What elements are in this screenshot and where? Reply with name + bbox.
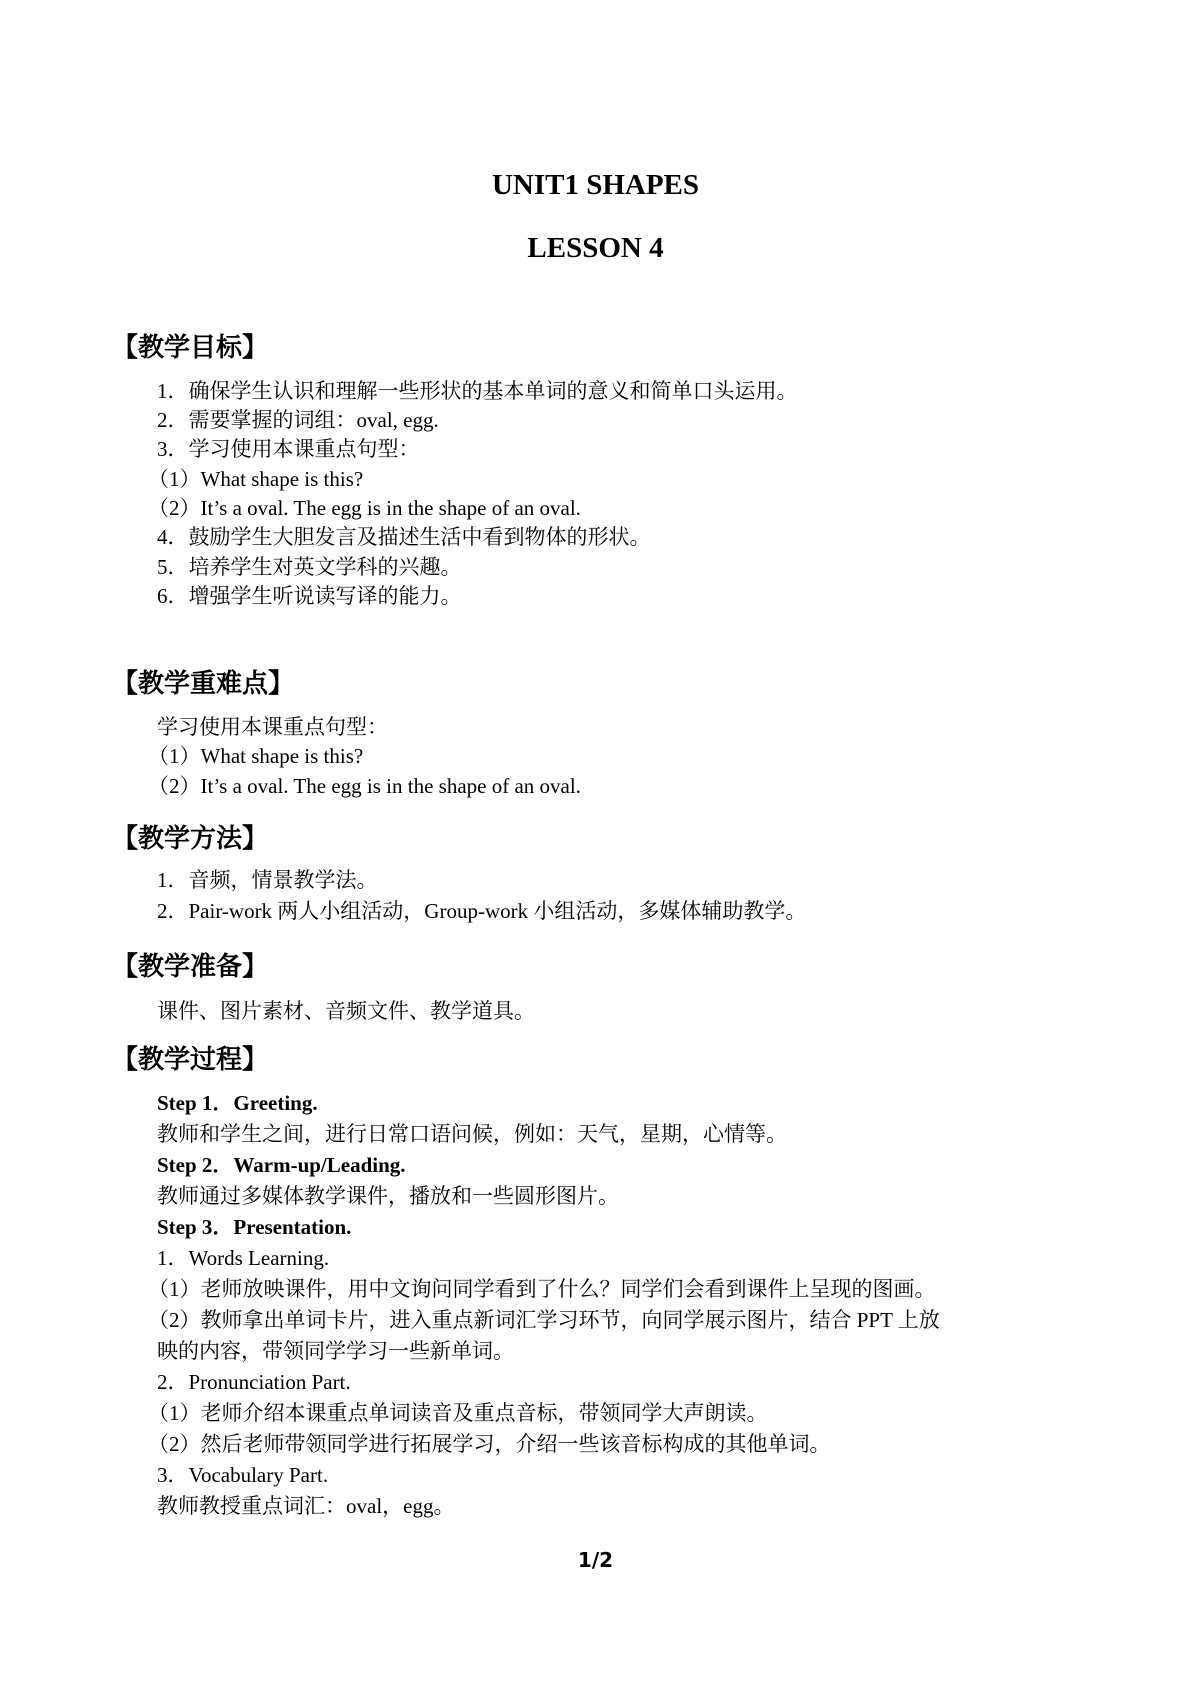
objective-line: 3．学习使用本课重点句型： (157, 437, 420, 461)
section-heading-objectives: 【教学目标】 (112, 333, 269, 363)
method-line: 1．音频，情景教学法。 (157, 868, 378, 892)
objective-line: （1）What shape is this? (148, 467, 364, 491)
process-line: （1）老师放映课件，用中文询问同学看到了什么？同学们会看到课件上呈现的图画。 (148, 1277, 936, 1301)
key-point-line: （1）What shape is this? (148, 744, 364, 768)
process-line: 2．Pronunciation Part. (157, 1370, 351, 1394)
objective-line: 2．需要掌握的词组：oval, egg. (157, 408, 439, 432)
process-line: 教师教授重点词汇：oval，egg。 (157, 1494, 455, 1518)
process-step-heading: Step 3．Presentation. (157, 1215, 352, 1239)
objective-line: 6．增强学生听说读写译的能力。 (157, 584, 462, 608)
section-heading-process: 【教学过程】 (112, 1045, 269, 1075)
process-line: （2）然后老师带领同学进行拓展学习，介绍一些该音标构成的其他单词。 (148, 1432, 831, 1456)
page-number: 1/2 (577, 1548, 614, 1572)
process-line: （2）教师拿出单词卡片，进入重点新词汇学习环节，向同学展示图片，结合 PPT 上放 (148, 1308, 940, 1332)
process-line: 3．Vocabulary Part. (157, 1463, 329, 1487)
process-step-heading: Step 2．Warm-up/Leading. (157, 1153, 406, 1177)
key-point-line: （2）It’s a oval. The egg is in the shape of an oval. (148, 774, 581, 798)
objective-line: （2）It’s a oval. The egg is in the shape of an oval. (148, 496, 581, 520)
preparation-line: 课件、图片素材、音频文件、教学道具。 (157, 999, 535, 1023)
objective-line: 5．培养学生对英文学科的兴趣。 (157, 555, 462, 579)
key-point-line: 学习使用本课重点句型： (157, 715, 388, 739)
process-line: 教师通过多媒体教学课件，播放和一些圆形图片。 (157, 1184, 619, 1208)
section-heading-key-points: 【教学重难点】 (112, 669, 295, 699)
document-subtitle: LESSON 4 (527, 232, 664, 264)
method-line: 2．Pair-work 两人小组活动，Group-work 小组活动，多媒体辅助教学。 (157, 899, 807, 923)
objective-line: 4．鼓励学生大胆发言及描述生活中看到物体的形状。 (157, 525, 651, 549)
section-heading-methods: 【教学方法】 (112, 824, 269, 854)
process-line: 教师和学生之间，进行日常口语问候，例如：天气，星期，心情等。 (157, 1122, 787, 1146)
process-step-heading: Step 1．Greeting. (157, 1091, 318, 1115)
process-line: （1）老师介绍本课重点单词读音及重点音标，带领同学大声朗读。 (148, 1401, 768, 1425)
process-line: 映的内容，带领同学学习一些新单词。 (157, 1339, 514, 1363)
section-heading-preparation: 【教学准备】 (112, 952, 269, 982)
objective-line: 1．确保学生认识和理解一些形状的基本单词的意义和简单口头运用。 (157, 379, 798, 403)
process-line: 1．Words Learning. (157, 1246, 330, 1270)
document-title: UNIT1 SHAPES (491, 169, 700, 201)
